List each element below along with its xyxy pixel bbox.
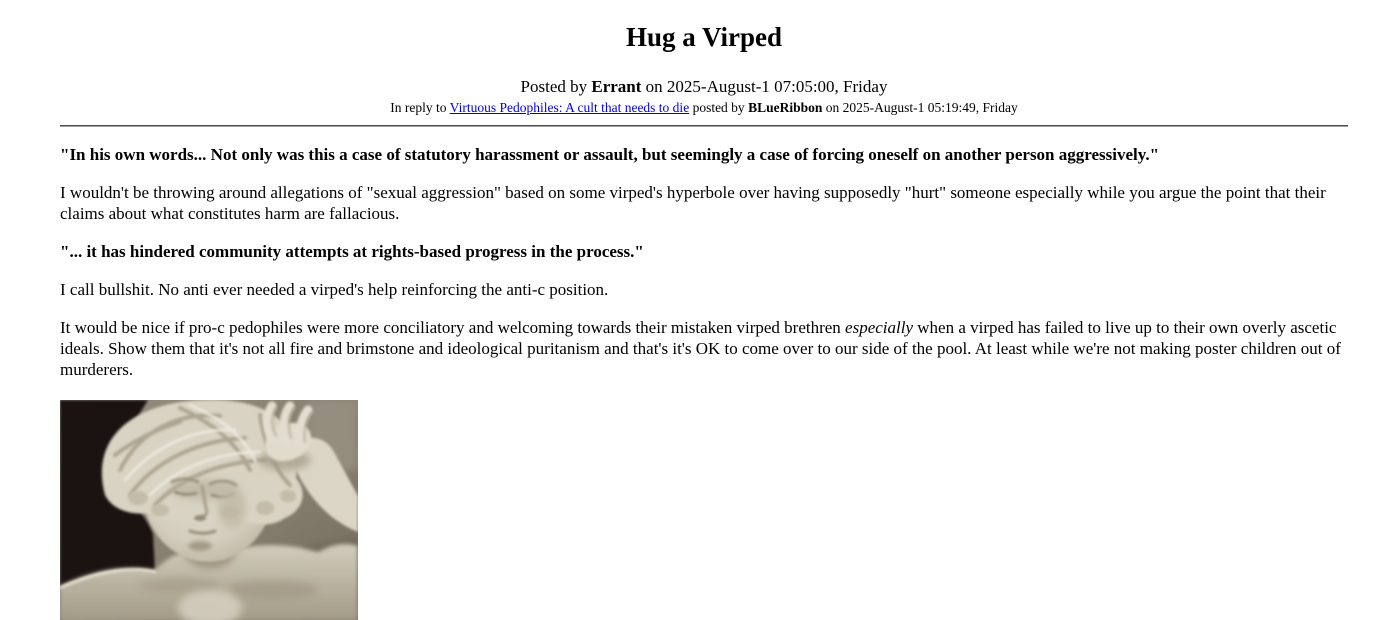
paragraph-3-part2: when a virped has failed to live up to their own overly ascetic ideals. Show them that it's not all fire and brimstone and ideological puritanism and that's it's OK to come over to our side of the pool. At least while we're not making poster children out of murderers. [60,318,1341,379]
reply-suffix: on 2025-August-1 05:19:49, Friday [822,100,1018,115]
parent-author-name: BLueRibbon [748,100,823,115]
posted-byline [60,77,1348,97]
paragraph-3-part1: It would be nice if pro-c pedophiles were more conciliatory and welcoming towards their mistaken virped brethren [60,318,846,337]
posted-by-prefix: Posted by [520,77,592,96]
statue-photo [60,400,358,620]
paragraph-3-italic: especially [845,318,914,337]
parent-post-link[interactable]: Virtuous Pedophiles: A cult that needs to die [449,100,690,115]
statue-photo-graphic [60,400,358,620]
posted-by-suffix: on 2025-August-1 07:05:00, Friday [641,77,888,96]
reply-middle: posted by [689,100,749,115]
post-body [60,144,1348,380]
header-divider [60,125,1348,127]
paragraph-2: I call bullshit. No anti ever needed a virped's help reinforcing the anti-c position. [60,280,609,299]
reply-prefix: In reply to [390,100,450,115]
paragraph-1: I wouldn't be throwing around allegations of "sexual aggression" based on some virped's hyperbole over having supposedly "hurt" someone especially while you argue the point that their claims about what constitutes harm are fallacious. [60,183,1326,223]
quoted-text-2: "... it has hindered community attempts at rights-based progress in the process." [60,242,644,261]
paragraph-3 [60,317,1348,380]
author-name: Errant [591,77,642,96]
quoted-text-1: "In his own words... Not only was this a case of statutory harassment or assault, but seemingly a case of forcing oneself on another person aggressively." [60,145,1160,164]
post-title: Hug a Virped [625,22,783,52]
in-reply-to-line [60,100,1348,116]
